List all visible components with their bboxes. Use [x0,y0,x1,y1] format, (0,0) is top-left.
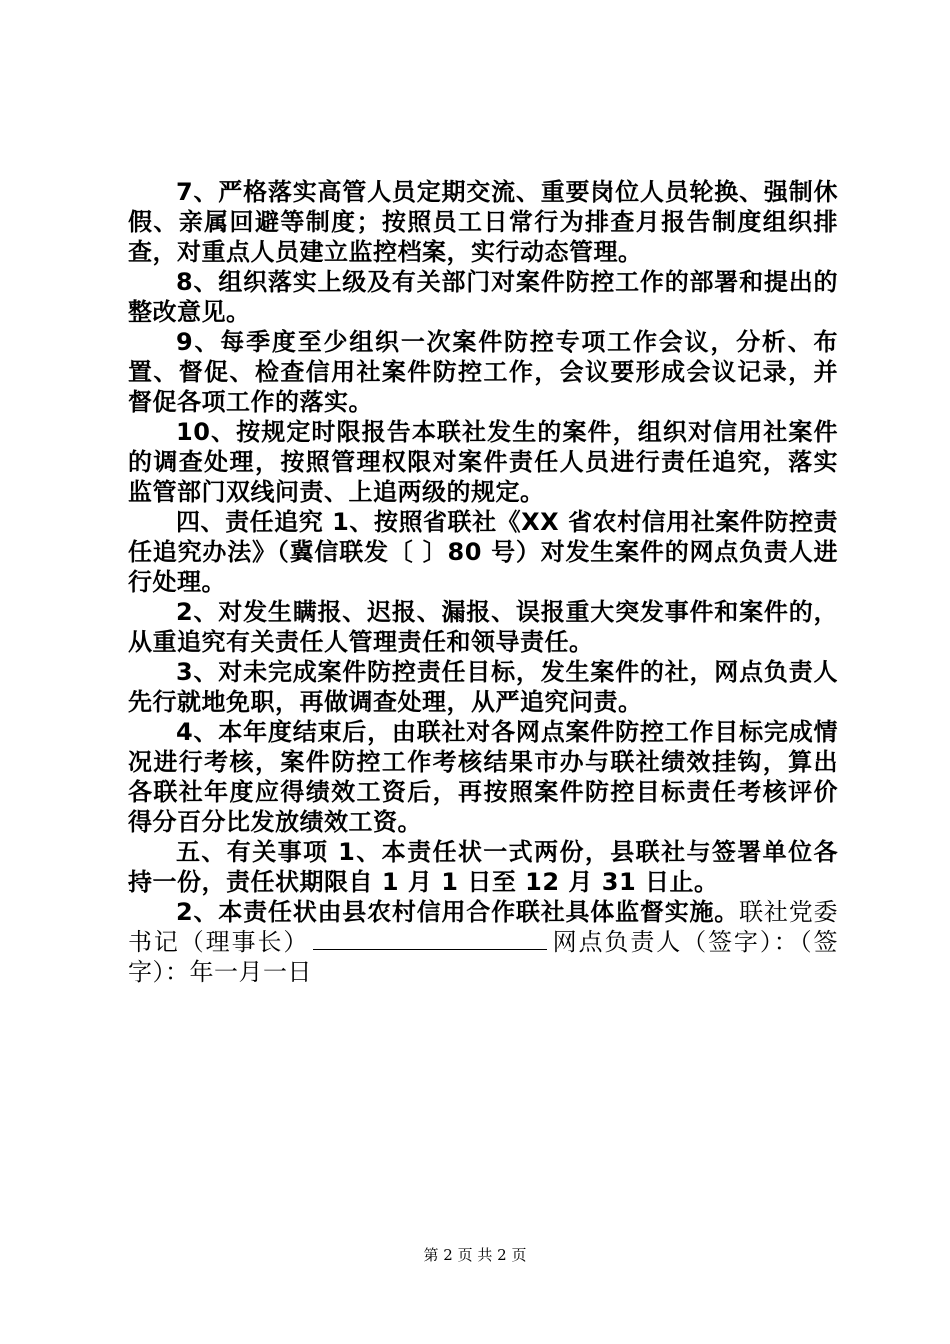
paragraph-section-4-item-3: 3、对未完成案件防控责任目标，发生案件的社，网点负责人先行就地免职，再做调查处理，从严追究问责。 [128,658,838,716]
paragraph-section-5-item-2 [128,897,838,987]
paragraph-section-4-item-1: 四、责任追究 1、按照省联社《XX 省农村信用社案件防控责任追究办法》（冀信联发〔 〕80 号）对发生案件的网点负责人进行处理。 [128,508,838,596]
paragraph-7: 7、严格落实高管人员定期交流、重要岗位人员轮换、强制休假、亲属回避等制度；按照员工日常行为排查月报告制度组织排查，对重点人员建立监控档案，实行动态管理。 [128,178,838,266]
supervision-text: 2、本责任状由县农村信用合作联社具体监督实施。 [176,898,740,926]
paragraph-9: 9、每季度至少组织一次案件防控专项工作会议，分析、布置、督促、检查信用社案件防控工作，会议要形成会议记录，并督促各项工作的落实。 [128,328,838,416]
paragraph-8: 8、组织落实上级及有关部门对案件防控工作的部署和提出的整改意见。 [128,268,838,326]
signature-labels: 网点负责人（签字）：（签字）：年一月一日 [128,928,839,986]
document-body [128,177,838,987]
paragraph-section-4-item-2: 2、对发生瞒报、迟报、漏报、误报重大突发事件和案件的，从重追究有关责任人管理责任和领导责任。 [128,598,838,656]
page-footer: 第 2 页 共 2 页 [423,1246,527,1264]
paragraph-section-5-item-1: 五、有关事项 1、本责任状一式两份，县联社与签署单位各持一份，责任状期限自 1 月 1 日至 12 月 31 日止。 [128,838,838,896]
signature-line [313,929,547,950]
paragraph-10: 10、按规定时限报告本联社发生的案件，组织对信用社案件的调查处理，按照管理权限对案件责任人员进行责任追究，落实监管部门双线问责、上追两级的规定。 [128,418,838,506]
party-secretary-label: 联社党委书记（理事长） [128,898,839,956]
paragraph-section-4-item-4: 4、本年度结束后，由联社对各网点案件防控工作目标完成情况进行考核，案件防控工作考核结果市办与联社绩效挂钩，算出各联社年度应得绩效工资后，再按照案件防控目标责任考核评价得分百分比发放绩效工资。 [128,718,838,836]
